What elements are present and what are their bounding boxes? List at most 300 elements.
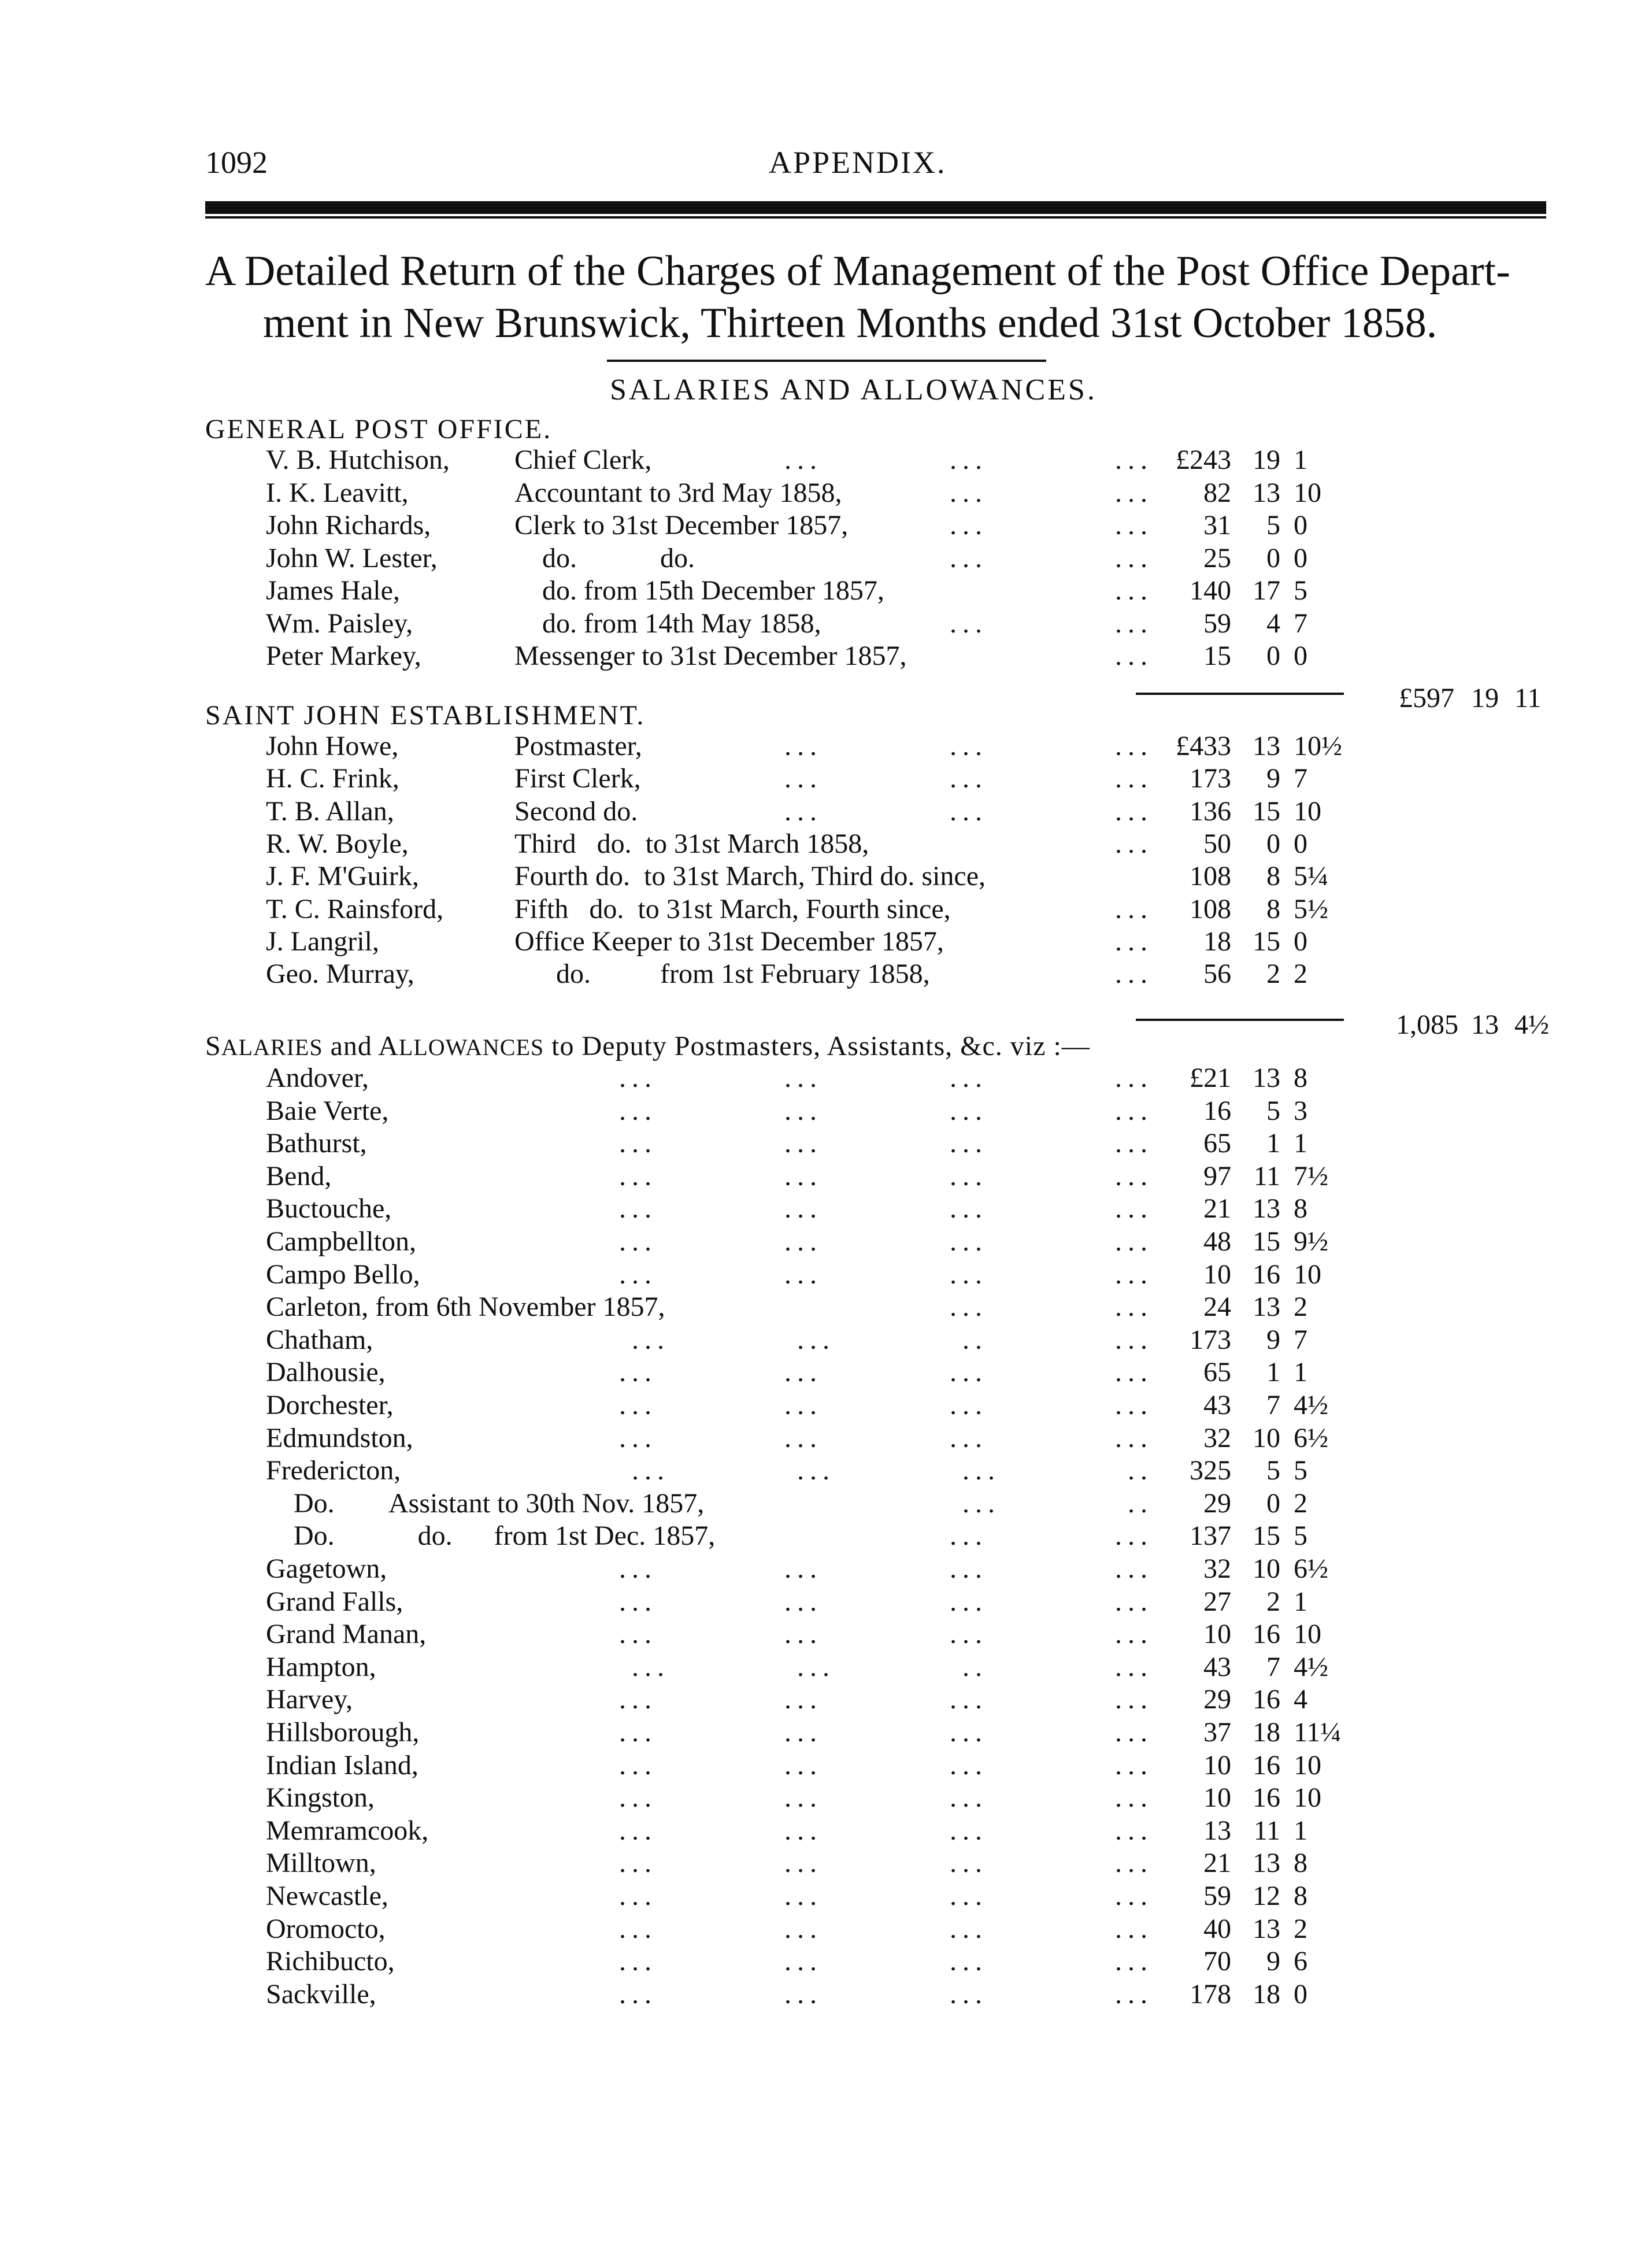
table-row (0, 763, 1652, 795)
row-pounds: 10 (1203, 1749, 1231, 1781)
row-pence: 5 (1294, 1455, 1307, 1486)
row-location: Bend, (266, 1160, 332, 1192)
row-pounds: 32 (1203, 1553, 1231, 1584)
row-shillings: 15 (1253, 1520, 1280, 1552)
table-row (0, 1422, 1652, 1455)
deputy-heading-and: and (323, 1031, 379, 1061)
row-pounds: 43 (1203, 1651, 1231, 1682)
row-name: Peter Markey, (266, 641, 421, 671)
row-name: T. C. Rainsford, (266, 893, 444, 924)
header-rule-thick (205, 201, 1546, 214)
row-pounds: 29 (1203, 1684, 1231, 1715)
row-leaders: ... ... ... ... (619, 1946, 1153, 1977)
general-post-office-heading: GENERAL POST OFFICE. (205, 414, 553, 445)
saint-john-heading: SAINT JOHN ESTABLISHMENT. (205, 700, 646, 731)
row-pence: 1 (1294, 1128, 1307, 1159)
row-leaders: ... ... (950, 608, 1153, 639)
page-number: 1092 (205, 145, 268, 180)
row-pounds: 65 (1203, 1357, 1231, 1388)
row-leaders: ... ... ... ... (619, 1390, 1153, 1420)
row-location: Grand Manan, (266, 1619, 427, 1650)
table-row (0, 1226, 1652, 1258)
row-shillings: 8 (1266, 893, 1280, 924)
row-pence: 6 (1294, 1946, 1307, 1977)
table-row (0, 1127, 1652, 1160)
table-row (0, 1553, 1652, 1585)
table-row (0, 542, 1652, 575)
row-shillings: 13 (1253, 1848, 1280, 1879)
row-shillings: 19 (1253, 445, 1280, 475)
row-shillings: 18 (1253, 1978, 1280, 2010)
table-row (0, 1259, 1652, 1291)
row-description: Office Keeper to 31st December 1857, (514, 926, 944, 957)
row-location: Harvey, (266, 1684, 353, 1715)
row-shillings: 10 (1253, 1422, 1280, 1453)
table-row (0, 1847, 1652, 1879)
row-pence: 5¼ (1294, 861, 1328, 892)
row-pounds: 136 (1190, 795, 1231, 827)
row-location: Hillsborough, (266, 1717, 420, 1748)
row-pounds: 173 (1190, 1324, 1231, 1355)
row-description: Clerk to 31st December 1857, (514, 510, 849, 541)
row-leaders: ... (1115, 641, 1153, 671)
row-shillings: 11 (1253, 1815, 1280, 1846)
table-row (0, 893, 1652, 926)
row-pounds: 82 (1203, 477, 1231, 508)
gpo-total-pence: 11 (1514, 683, 1542, 713)
table-row (0, 1488, 1652, 1520)
row-shillings: 18 (1253, 1717, 1280, 1748)
row-leaders: ... ... (950, 1520, 1153, 1552)
row-pence: 10 (1294, 1749, 1321, 1781)
row-pounds: 108 (1190, 893, 1231, 924)
row-location: Do. do. from 1st Dec. 1857, (266, 1520, 716, 1552)
row-location: Campo Bello, (266, 1259, 420, 1290)
row-leaders: ... ... ... ... (619, 1782, 1153, 1814)
row-description: Third do. to 31st March 1858, (514, 828, 869, 859)
row-pounds: £21 (1190, 1063, 1231, 1093)
row-description: Fifth do. to 31st March, Fourth since, (514, 893, 951, 924)
row-leaders: ... ... ... ... (619, 1684, 1153, 1715)
row-location: Richibucto, (266, 1946, 395, 1977)
row-pounds: 32 (1203, 1422, 1231, 1453)
row-shillings: 16 (1253, 1684, 1280, 1715)
row-description: Chief Clerk, (514, 445, 652, 475)
row-location: Dorchester, (266, 1390, 394, 1420)
saint-john-sum-rule (1136, 1019, 1344, 1021)
row-pounds: 59 (1203, 608, 1231, 639)
table-row (0, 828, 1652, 860)
row-name: Geo. Murray, (266, 959, 414, 990)
general-post-office-sum-rule (1136, 693, 1344, 695)
row-shillings: 13 (1253, 1063, 1280, 1093)
row-leaders: ... ... ... (784, 763, 1153, 794)
row-pounds: 56 (1203, 959, 1231, 990)
row-location: Kingston, (266, 1782, 375, 1814)
row-pence: 8 (1294, 1881, 1307, 1911)
row-pence: 6½ (1294, 1553, 1328, 1584)
row-shillings: 13 (1253, 1292, 1280, 1323)
table-row (0, 1389, 1652, 1422)
section-heading: SALARIES AND ALLOWANCES. (610, 373, 1097, 406)
row-pounds: 43 (1203, 1390, 1231, 1420)
table-row (0, 1782, 1652, 1814)
row-pounds: 37 (1203, 1717, 1231, 1748)
row-pence: 7 (1294, 1324, 1307, 1355)
table-row (0, 1520, 1652, 1552)
table-row (0, 1095, 1652, 1127)
row-pounds: 59 (1203, 1881, 1231, 1911)
row-name: John W. Lester, (266, 542, 438, 573)
row-leaders: ... ... ... ... (619, 1128, 1153, 1159)
row-shillings: 5 (1266, 1455, 1280, 1486)
row-shillings: 9 (1266, 763, 1280, 794)
sj-total-pence: 4½ (1514, 1009, 1549, 1040)
table-row (0, 795, 1652, 828)
row-shillings: 12 (1253, 1881, 1280, 1911)
row-pounds: 65 (1203, 1128, 1231, 1159)
row-shillings: 1 (1266, 1357, 1280, 1388)
row-pounds: 325 (1190, 1455, 1231, 1486)
row-leaders: ... (1115, 926, 1153, 957)
row-shillings: 2 (1266, 959, 1280, 990)
row-pence: 9½ (1294, 1226, 1328, 1257)
row-pence: 0 (1294, 510, 1307, 541)
row-name: I. K. Leavitt, (266, 477, 409, 508)
row-shillings: 9 (1266, 1946, 1280, 1977)
row-pence: 2 (1294, 1488, 1307, 1519)
row-pounds: 29 (1203, 1488, 1231, 1519)
row-leaders: ... ... ... ... (619, 1815, 1153, 1846)
row-location: Do. Assistant to 30th Nov. 1857, (266, 1488, 705, 1519)
gpo-total-pounds: £597 (1399, 683, 1454, 713)
row-shillings: 11 (1253, 1160, 1280, 1192)
row-pounds: 18 (1203, 926, 1231, 957)
row-shillings: 15 (1253, 926, 1280, 957)
row-pounds: 108 (1190, 861, 1231, 892)
row-pounds: 21 (1203, 1193, 1231, 1224)
row-leaders: ... ... .. ... (632, 1324, 1153, 1355)
row-pence: 0 (1294, 926, 1307, 957)
row-pounds: 10 (1203, 1619, 1231, 1650)
row-leaders: ... ... ... (784, 731, 1153, 761)
row-leaders: ... ... ... ... (619, 1063, 1153, 1093)
title-rule (607, 360, 1046, 362)
row-pence: 10 (1294, 477, 1321, 508)
row-pounds: 13 (1203, 1815, 1231, 1846)
row-leaders: ... ... ... ... (619, 1226, 1153, 1257)
row-shillings: 16 (1253, 1259, 1280, 1290)
row-shillings: 13 (1253, 1193, 1280, 1224)
row-pounds: 24 (1203, 1292, 1231, 1323)
table-row (0, 608, 1652, 640)
table-row (0, 1978, 1652, 2011)
table-row (0, 477, 1652, 509)
row-pence: 7 (1294, 608, 1307, 639)
row-leaders: ... ... ... ... (619, 1357, 1153, 1388)
table-row (0, 1193, 1652, 1225)
row-leaders: ... ... ... ... (619, 1259, 1153, 1290)
row-shillings: 16 (1253, 1619, 1280, 1650)
row-pounds: 27 (1203, 1586, 1231, 1617)
row-name: James Hale, (266, 575, 400, 606)
row-pounds: 178 (1190, 1978, 1231, 2010)
row-leaders: ... ... .. ... (632, 1651, 1153, 1682)
table-row (0, 958, 1652, 990)
deputy-heading-smallcaps-2: LLOWANCES (398, 1034, 545, 1060)
row-pounds: 31 (1203, 510, 1231, 541)
deputy-postmasters-heading (205, 1030, 1090, 1062)
row-location: Chatham, (266, 1324, 373, 1355)
deputy-heading-initial-2: A (378, 1031, 399, 1061)
row-leaders: ... ... ... ... (619, 1586, 1153, 1617)
row-location: Edmundston, (266, 1422, 413, 1453)
row-pence: 4½ (1294, 1390, 1328, 1420)
table-row (0, 1455, 1652, 1487)
table-row (0, 1716, 1652, 1749)
row-shillings: 10 (1253, 1553, 1280, 1584)
row-shillings: 13 (1253, 477, 1280, 508)
row-location: Buctouche, (266, 1193, 392, 1224)
row-description: First Clerk, (514, 763, 641, 794)
row-pounds: 70 (1203, 1946, 1231, 1977)
row-pence: 10 (1294, 795, 1321, 827)
running-title: APPENDIX. (769, 145, 947, 180)
row-pounds: 97 (1203, 1160, 1231, 1192)
table-row (0, 926, 1652, 958)
gpo-total-shillings: 19 (1471, 683, 1499, 713)
row-pence: 0 (1294, 828, 1307, 859)
row-pence: 6½ (1294, 1422, 1328, 1453)
row-pounds: 137 (1190, 1520, 1231, 1552)
row-shillings: 1 (1266, 1128, 1280, 1159)
row-location: Gagetown, (266, 1553, 387, 1584)
row-location: Milltown, (266, 1848, 376, 1879)
table-row (0, 1062, 1652, 1094)
row-location: Indian Island, (266, 1749, 418, 1781)
row-shillings: 4 (1266, 608, 1280, 639)
row-pounds: 173 (1190, 763, 1231, 794)
row-shillings: 15 (1253, 795, 1280, 827)
row-pence: 1 (1294, 445, 1307, 475)
sj-total-pounds: 1,085 (1396, 1009, 1458, 1040)
row-pounds: 140 (1190, 575, 1231, 606)
row-leaders: ... (1115, 959, 1153, 990)
row-pence: 11¼ (1294, 1717, 1342, 1748)
row-pence: 2 (1294, 959, 1307, 990)
row-shillings: 0 (1266, 542, 1280, 573)
deputy-heading-smallcaps-1: ALARIES (221, 1034, 323, 1060)
table-row (0, 1880, 1652, 1912)
row-pounds: £243 (1176, 445, 1231, 475)
table-row (0, 1618, 1652, 1651)
row-leaders: ... (1115, 828, 1153, 859)
row-leaders: ... ... ... (784, 445, 1153, 475)
table-row (0, 1749, 1652, 1782)
row-pounds: 10 (1203, 1782, 1231, 1814)
table-row (0, 1913, 1652, 1945)
row-pence: 0 (1294, 542, 1307, 573)
row-leaders: ... ... (950, 477, 1153, 508)
row-name: John Richards, (266, 510, 431, 541)
row-description: Accountant to 3rd May 1858, (514, 477, 842, 508)
table-row (0, 1945, 1652, 1978)
table-row (0, 1683, 1652, 1716)
row-shillings: 5 (1266, 510, 1280, 541)
row-leaders: ... ... ... ... (619, 1193, 1153, 1224)
row-pence: 8 (1294, 1193, 1307, 1224)
row-shillings: 13 (1253, 1913, 1280, 1944)
table-row (0, 444, 1652, 476)
row-description: Second do. (514, 795, 638, 827)
row-description: Fourth do. to 31st March, Third do. since, (514, 861, 986, 892)
row-shillings: 16 (1253, 1782, 1280, 1814)
row-shillings: 2 (1266, 1586, 1280, 1617)
row-leaders: ... ... ... .. (632, 1455, 1153, 1486)
row-shillings: 0 (1266, 641, 1280, 671)
row-pence: 4 (1294, 1684, 1307, 1715)
row-name: J. F. M'Guirk, (266, 861, 419, 892)
row-pence: 7 (1294, 763, 1307, 794)
row-shillings: 0 (1266, 1488, 1280, 1519)
row-leaders: ... ... ... ... (619, 1848, 1153, 1879)
row-shillings: 16 (1253, 1749, 1280, 1781)
row-pounds: 21 (1203, 1848, 1231, 1879)
row-pence: 7½ (1294, 1160, 1328, 1192)
row-shillings: 9 (1266, 1324, 1280, 1355)
row-description: do. from 14th May 1858, (514, 608, 821, 639)
row-leaders: ... (1115, 893, 1153, 924)
table-row (0, 1356, 1652, 1389)
row-location: Hampton, (266, 1651, 376, 1682)
row-shillings: 15 (1253, 1226, 1280, 1257)
row-description: do. do. (514, 542, 695, 573)
row-pounds: £433 (1176, 731, 1231, 761)
row-leaders: ... ... (950, 542, 1153, 573)
table-row (0, 509, 1652, 542)
table-row (0, 860, 1652, 893)
row-leaders: ... .. (962, 1488, 1153, 1519)
row-leaders: ... ... ... ... (619, 1160, 1153, 1192)
row-shillings: 13 (1253, 731, 1280, 761)
row-pounds: 10 (1203, 1259, 1231, 1290)
row-name: V. B. Hutchison, (266, 445, 450, 475)
table-row (0, 1651, 1652, 1683)
row-shillings: 7 (1266, 1390, 1280, 1420)
row-location: Fredericton, (266, 1455, 401, 1486)
row-location: Campbellton, (266, 1226, 416, 1257)
row-description: Messenger to 31st December 1857, (514, 641, 907, 671)
row-description: do. from 15th December 1857, (514, 575, 884, 606)
row-leaders: ... ... ... ... (619, 1422, 1153, 1453)
table-row (0, 1324, 1652, 1356)
row-location: Dalhousie, (266, 1357, 386, 1388)
row-name: R. W. Boyle, (266, 828, 409, 859)
row-leaders: ... ... ... ... (619, 1881, 1153, 1911)
row-pence: 2 (1294, 1913, 1307, 1944)
row-leaders: ... ... ... ... (619, 1717, 1153, 1748)
row-leaders: ... ... ... ... (619, 1749, 1153, 1781)
row-leaders: ... ... ... ... (619, 1913, 1153, 1944)
row-shillings: 8 (1266, 861, 1280, 892)
row-pence: 10½ (1294, 731, 1342, 761)
row-pence: 5½ (1294, 893, 1328, 924)
row-pence: 10 (1294, 1619, 1321, 1650)
row-shillings: 0 (1266, 828, 1280, 859)
row-description: do. from 1st February 1858, (514, 959, 930, 990)
row-pence: 8 (1294, 1848, 1307, 1879)
row-pence: 0 (1294, 1978, 1307, 2010)
row-location: Memramcook, (266, 1815, 429, 1846)
row-pounds: 25 (1203, 542, 1231, 573)
table-row (0, 1291, 1652, 1323)
header-rule-thin (205, 216, 1546, 219)
table-row (0, 640, 1652, 672)
row-leaders: ... ... ... ... (619, 1978, 1153, 2010)
row-pence: 0 (1294, 641, 1307, 671)
row-pence: 5 (1294, 575, 1307, 606)
row-location: Bathurst, (266, 1128, 367, 1159)
row-leaders: ... ... ... (784, 795, 1153, 827)
row-location: Grand Falls, (266, 1586, 403, 1617)
row-name: J. Langril, (266, 926, 379, 957)
row-name: H. C. Frink, (266, 763, 399, 794)
row-pence: 10 (1294, 1782, 1321, 1814)
table-row (0, 575, 1652, 607)
row-location: Baie Verte, (266, 1095, 389, 1126)
row-location: Carleton, from 6th November 1857, (266, 1292, 665, 1323)
row-pence: 1 (1294, 1357, 1307, 1388)
row-location: Oromocto, (266, 1913, 386, 1944)
deputy-heading-initial-1: S (205, 1031, 221, 1061)
row-pence: 4½ (1294, 1651, 1328, 1682)
row-name: T. B. Allan, (266, 795, 394, 827)
row-pence: 3 (1294, 1095, 1307, 1126)
row-name: Wm. Paisley, (266, 608, 413, 639)
table-row (0, 1586, 1652, 1618)
row-pence: 2 (1294, 1292, 1307, 1323)
row-leaders: ... ... ... ... (619, 1095, 1153, 1126)
document-title-line-1: A Detailed Return of the Charges of Management of the Post Office Depart- (205, 247, 1510, 295)
row-leaders: ... ... (950, 510, 1153, 541)
deputy-heading-rest: to Deputy Postmasters, Assistants, &c. viz :— (544, 1031, 1090, 1061)
table-row (0, 1160, 1652, 1193)
row-shillings: 5 (1266, 1095, 1280, 1126)
row-pence: 8 (1294, 1063, 1307, 1093)
row-location: Sackville, (266, 1978, 376, 2010)
row-pence: 5 (1294, 1520, 1307, 1552)
row-pounds: 15 (1203, 641, 1231, 671)
row-pounds: 50 (1203, 828, 1231, 859)
row-leaders: ... ... (950, 1292, 1153, 1323)
row-pence: 1 (1294, 1815, 1307, 1846)
sj-total-shillings: 13 (1471, 1009, 1499, 1040)
row-leaders: ... ... ... ... (619, 1619, 1153, 1650)
row-location: Andover, (266, 1063, 369, 1093)
row-shillings: 7 (1266, 1651, 1280, 1682)
row-leaders: ... ... ... ... (619, 1553, 1153, 1584)
row-shillings: 17 (1253, 575, 1280, 606)
row-pounds: 48 (1203, 1226, 1231, 1257)
row-pounds: 16 (1203, 1095, 1231, 1126)
row-description: Postmaster, (514, 731, 642, 761)
table-row (0, 1815, 1652, 1847)
row-pence: 1 (1294, 1586, 1307, 1617)
row-pounds: 40 (1203, 1913, 1231, 1944)
row-leaders: ... (1115, 575, 1153, 606)
row-location: Newcastle, (266, 1881, 388, 1911)
row-name: John Howe, (266, 731, 399, 761)
